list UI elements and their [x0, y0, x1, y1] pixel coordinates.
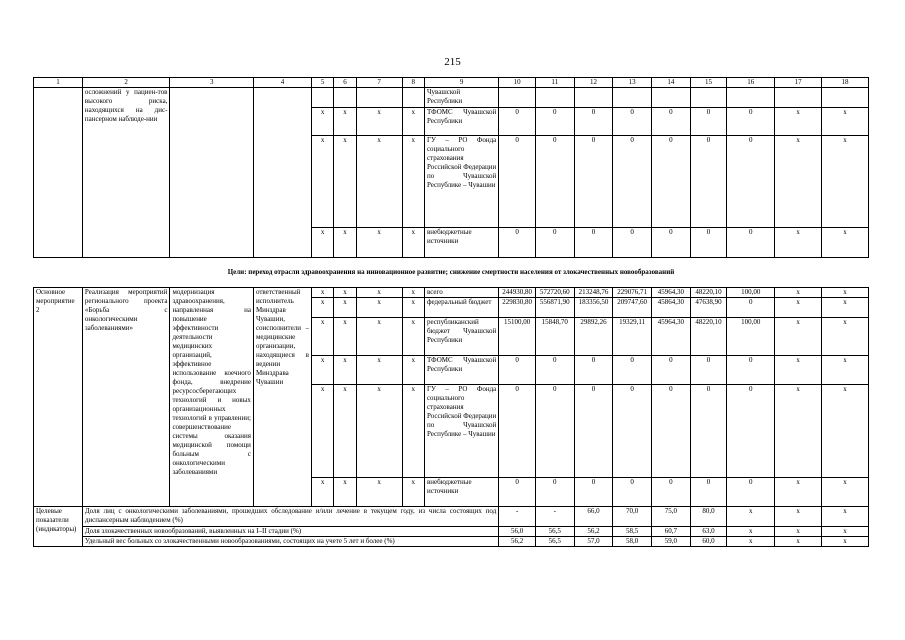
value-cell: 0 [727, 108, 775, 136]
value-cell: x [402, 385, 424, 478]
value-cell: x [775, 478, 822, 507]
value-cell: x [334, 136, 356, 228]
value-cell: 0 [652, 136, 691, 228]
empty-cell [613, 88, 652, 108]
value-cell: 0 [652, 356, 691, 385]
value-cell: 572720,60 [535, 288, 574, 298]
value-cell: 0 [690, 356, 727, 385]
value-cell: x [727, 527, 775, 537]
section2-executor-text: ответственный исполнитель Минздрав Чувашии, соисполнители – медицинские организации, находящиеся в ведении Минздрава Чувашии [253, 288, 311, 507]
value-cell: 100,00 [727, 318, 775, 356]
value-cell: x [334, 228, 356, 258]
funding-source: ГУ – РО Фонда социального страхования Российской Федерации по Чувашской Республике – Чувашии [424, 385, 498, 478]
empty-cell [727, 88, 775, 108]
page-number: 215 [444, 56, 461, 68]
value-cell: x [356, 288, 402, 298]
funding-source: ТФОМС Чувашской Республики [424, 108, 498, 136]
value-cell: 57,0 [574, 537, 613, 547]
value-cell: 48220,10 [690, 288, 727, 298]
value-cell: x [311, 228, 333, 258]
funding-source: внебюджетные источники [424, 478, 498, 507]
value-cell: x [311, 288, 333, 298]
value-cell: 0 [613, 228, 652, 258]
value-cell: - [535, 507, 574, 527]
value-cell: x [334, 385, 356, 478]
value-cell: 75,0 [652, 507, 691, 527]
table-row [34, 507, 869, 527]
value-cell: 0 [499, 356, 536, 385]
value-cell: x [334, 298, 356, 318]
value-cell: x [334, 108, 356, 136]
value-cell: 15100,00 [499, 318, 536, 356]
empty-cell [690, 88, 727, 108]
value-cell: 0 [690, 136, 727, 228]
value-cell: 56,5 [535, 527, 574, 537]
value-cell: 66,0 [574, 507, 613, 527]
funding-source: федеральный бюджет [424, 298, 498, 318]
value-cell: x [727, 507, 775, 527]
value-cell: x [402, 108, 424, 136]
value-cell: x [822, 537, 869, 547]
value-cell: 0 [535, 478, 574, 507]
value-cell: x [311, 136, 333, 228]
header-row [34, 78, 869, 88]
value-cell: x [334, 318, 356, 356]
value-cell: x [822, 298, 869, 318]
value-cell: x [775, 298, 822, 318]
value-cell: 0 [690, 385, 727, 478]
value-cell: x [311, 356, 333, 385]
value-cell: x [356, 478, 402, 507]
header-cell: 7 [356, 78, 402, 88]
value-cell: 45964,30 [652, 318, 691, 356]
value-cell: 183356,50 [574, 298, 613, 318]
value-cell: 0 [499, 108, 536, 136]
value-cell: x [356, 136, 402, 228]
value-cell: 0 [613, 136, 652, 228]
value-cell: 0 [652, 385, 691, 478]
value-cell: x [334, 288, 356, 298]
section1-col1 [34, 88, 83, 258]
value-cell: 0 [535, 356, 574, 385]
empty-cell [402, 88, 424, 108]
header-cell: 12 [574, 78, 613, 88]
empty-cell [822, 88, 869, 108]
value-cell: x [311, 318, 333, 356]
header-cell: 4 [253, 78, 311, 88]
value-cell: 0 [690, 228, 727, 258]
value-cell: 209747,60 [613, 298, 652, 318]
header-cell: 17 [775, 78, 822, 88]
value-cell: 56,0 [499, 527, 536, 537]
empty-cell [356, 88, 402, 108]
header-cell: 11 [535, 78, 574, 88]
value-cell: 213248,76 [574, 288, 613, 298]
header-cell: 3 [170, 78, 254, 88]
value-cell: 56,2 [499, 537, 536, 547]
value-cell: x [775, 108, 822, 136]
header-cell: 5 [311, 78, 333, 88]
value-cell: 0 [652, 228, 691, 258]
value-cell: 0 [574, 385, 613, 478]
value-cell: x [775, 136, 822, 228]
value-cell: 80,0 [690, 507, 727, 527]
indicator-text: Удельный вес больных со злокачественными новообразованиями, состоящих на учете 5 лет и более (%) [82, 537, 498, 547]
value-cell: x [334, 478, 356, 507]
value-cell: x [822, 527, 869, 537]
value-cell: x [822, 108, 869, 136]
value-cell: 0 [613, 108, 652, 136]
header-cell: 16 [727, 78, 775, 88]
header-cell: 13 [613, 78, 652, 88]
value-cell: 56,2 [574, 527, 613, 537]
value-cell: x [311, 108, 333, 136]
funding-source: Чувашской Республики [424, 88, 498, 108]
funding-source: ГУ – РО Фонда социального страхования Российской Федерации по Чувашской Республике – Чувашии [424, 136, 498, 228]
value-cell: 19329,11 [613, 318, 652, 356]
value-cell: 0 [574, 136, 613, 228]
value-cell: 70,0 [613, 507, 652, 527]
header-cell: 6 [334, 78, 356, 88]
value-cell: 0 [535, 228, 574, 258]
value-cell: x [356, 385, 402, 478]
value-cell: x [402, 288, 424, 298]
value-cell: x [402, 478, 424, 507]
value-cell: 0 [499, 478, 536, 507]
empty-cell [574, 88, 613, 108]
value-cell: 0 [727, 228, 775, 258]
value-cell: 244930,80 [499, 288, 536, 298]
value-cell: 0 [574, 478, 613, 507]
header-cell: 9 [424, 78, 498, 88]
value-cell: 58,0 [613, 537, 652, 547]
value-cell: 56,5 [535, 537, 574, 547]
value-cell: x [402, 356, 424, 385]
value-cell: 0 [690, 478, 727, 507]
value-cell: 45864,30 [652, 298, 691, 318]
value-cell: - [499, 507, 536, 527]
value-cell: x [775, 385, 822, 478]
value-cell: 60,0 [690, 537, 727, 547]
value-cell: 15848,70 [535, 318, 574, 356]
value-cell: x [822, 356, 869, 385]
value-cell: x [775, 318, 822, 356]
value-cell: 0 [499, 385, 536, 478]
value-cell: 45964,30 [652, 288, 691, 298]
value-cell: 59,0 [652, 537, 691, 547]
value-cell: x [775, 537, 822, 547]
section1-col3 [170, 88, 254, 258]
value-cell: 0 [652, 478, 691, 507]
value-cell: 0 [535, 108, 574, 136]
value-cell: x [356, 356, 402, 385]
value-cell: x [311, 385, 333, 478]
empty-cell [334, 88, 356, 108]
value-cell: 0 [535, 385, 574, 478]
value-cell: x [311, 478, 333, 507]
empty-cell [535, 88, 574, 108]
value-cell: 0 [727, 356, 775, 385]
section1-col4 [253, 88, 311, 258]
indicator-text: Доля злокачественных новообразований, выявленных на I–II стадии (%) [82, 527, 498, 537]
empty-cell [311, 88, 333, 108]
header-cell: 15 [690, 78, 727, 88]
empty-cell [499, 88, 536, 108]
value-cell: x [822, 318, 869, 356]
funding-source: ТФОМС Чувашской Республики [424, 356, 498, 385]
value-cell: x [356, 318, 402, 356]
value-cell: x [822, 228, 869, 258]
goal-row [34, 258, 869, 288]
value-cell: x [775, 356, 822, 385]
value-cell: x [402, 298, 424, 318]
value-cell: x [727, 537, 775, 547]
value-cell: 100,00 [727, 288, 775, 298]
value-cell: x [311, 298, 333, 318]
value-cell: 0 [574, 108, 613, 136]
value-cell: 0 [613, 478, 652, 507]
value-cell: 48220,10 [690, 318, 727, 356]
funding-source: внебюджетные источники [424, 228, 498, 258]
table-row [34, 88, 869, 108]
value-cell: x [822, 136, 869, 228]
value-cell: x [822, 288, 869, 298]
value-cell: x [775, 507, 822, 527]
value-cell: 229830,80 [499, 298, 536, 318]
table-row [34, 537, 869, 547]
value-cell: 0 [574, 228, 613, 258]
header-cell: 2 [82, 78, 170, 88]
value-cell: x [334, 356, 356, 385]
value-cell: 0 [613, 356, 652, 385]
value-cell: 556871,90 [535, 298, 574, 318]
header-cell: 8 [402, 78, 424, 88]
table-row [34, 288, 869, 298]
header-cell: 14 [652, 78, 691, 88]
value-cell: 0 [652, 108, 691, 136]
funding-source: всего [424, 288, 498, 298]
program-table [33, 77, 869, 547]
header-cell: 1 [34, 78, 83, 88]
value-cell: 0 [727, 136, 775, 228]
value-cell: x [822, 507, 869, 527]
section2-goal-text: модернизация здравоохранения, направленная на повышение эффективности деятельности медицинских организаций, эффективное использование коечного фонда, внедрение ресурсосберегающих технологий и новых организационных технологий в управлении; совершенствование системы оказания медицинской помощи больным с онкологическими заболеваниями [170, 288, 254, 507]
value-cell: 58,5 [613, 527, 652, 537]
header-cell: 10 [499, 78, 536, 88]
value-cell: x [775, 527, 822, 537]
empty-cell [775, 88, 822, 108]
value-cell: 0 [690, 108, 727, 136]
value-cell: 0 [613, 385, 652, 478]
indicator-text: Доля лиц с онкологическими заболеваниями, прошедших обследование и/или лечение в текущем году, из числа состоящих под диспансерным наблюдением (%) [82, 507, 498, 527]
value-cell: 229076,71 [613, 288, 652, 298]
value-cell: 60,7 [652, 527, 691, 537]
value-cell: 0 [574, 356, 613, 385]
value-cell: 0 [499, 228, 536, 258]
value-cell: 0 [727, 478, 775, 507]
value-cell: x [356, 298, 402, 318]
value-cell: x [356, 108, 402, 136]
section1-measure-text: осложнений у пациен-тов высокого риска, находящихся на дис-пансерном наблюде-нии [82, 88, 170, 258]
goal-heading: Цели: переход отрасли здравоохранения на инновационное развитие; снижение смертности населения от злокачественных новообразований [227, 268, 675, 276]
value-cell: 47638,90 [690, 298, 727, 318]
value-cell: x [356, 228, 402, 258]
value-cell: x [775, 288, 822, 298]
value-cell: 0 [499, 136, 536, 228]
header-cell: 18 [822, 78, 869, 88]
value-cell: x [402, 136, 424, 228]
value-cell: 0 [727, 298, 775, 318]
value-cell: 63,0 [690, 527, 727, 537]
empty-cell [652, 88, 691, 108]
section2-measure-text: Реализация мероприятий регионального проекта «Борьба с онкологическими заболеваниями» [82, 288, 170, 507]
value-cell: x [402, 318, 424, 356]
section2-measure-label: Основное мероприятие 2 [34, 288, 83, 507]
value-cell: 0 [535, 136, 574, 228]
targets-label: Целевые показатели (индикаторы) [34, 507, 83, 547]
value-cell: x [822, 385, 869, 478]
value-cell: x [402, 228, 424, 258]
value-cell: 29892,26 [574, 318, 613, 356]
funding-source: республиканский бюджет Чувашской Республики [424, 318, 498, 356]
value-cell: x [775, 228, 822, 258]
value-cell: x [822, 478, 869, 507]
table-row [34, 527, 869, 537]
value-cell: 0 [727, 385, 775, 478]
